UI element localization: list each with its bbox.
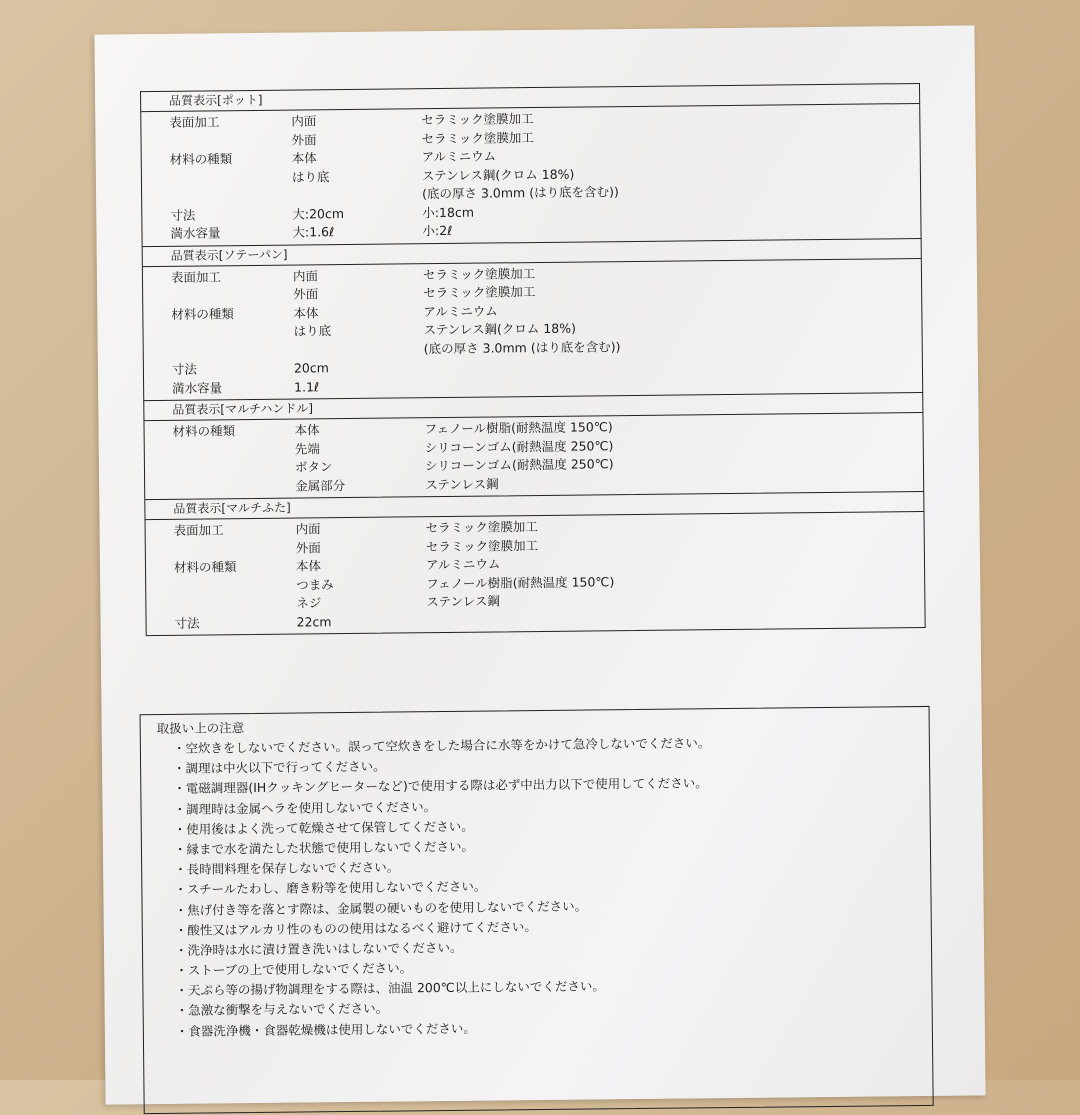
caution-item: ・使用後はよく洗って乾燥させて保管してください。 — [173, 818, 474, 837]
caution-item: ・酸性又はアルカリ性のものの使用はなるべく避けてください。 — [174, 918, 537, 938]
table-cell: フェノール樹脂(耐熱温度 150℃) — [424, 419, 613, 437]
table-cell: 小:18cm — [422, 204, 475, 220]
table-cell — [722, 199, 902, 219]
table-cell: 22cm — [296, 613, 332, 630]
table-cell: シリコーンゴム(耐熱温度 250℃) — [424, 437, 614, 455]
table-cell: 外面 — [295, 539, 321, 556]
table-cell — [294, 340, 424, 360]
table-cell: 材料の種類 — [172, 423, 236, 439]
caution-item: ・縁まで水を満たした状態で使用しないでください。 — [173, 838, 475, 857]
table-cell: 小:2ℓ — [422, 222, 453, 239]
table-cell — [726, 551, 906, 571]
caution-box — [140, 706, 934, 1114]
caution-item: ・ストーブの上で使用しないでください。 — [175, 960, 413, 978]
table-cell — [725, 452, 905, 472]
table-cell — [146, 595, 296, 615]
table-cell — [722, 217, 902, 237]
table-cell: セラミック塗膜加工 — [425, 537, 539, 554]
table-cell — [723, 316, 903, 336]
table-cell: はり底 — [293, 323, 332, 339]
table-cell: セラミック塗膜加工 — [421, 129, 534, 146]
table-cell: シリコーンゴム(耐熱温度 250℃) — [424, 456, 614, 474]
table-cell: 本体 — [291, 150, 317, 166]
table-cell: セラミック塗膜加工 — [421, 111, 534, 128]
table-cell: 1.1ℓ — [294, 378, 320, 395]
table-cell: 大:1.6ℓ — [292, 224, 335, 240]
table-cell — [726, 588, 906, 608]
table-cell: 内面 — [292, 267, 319, 284]
paper-sheet — [94, 25, 985, 1104]
table-cell — [145, 440, 295, 460]
quality-labels — [140, 83, 926, 636]
caution-item: ・洗浄時は水に漬け置き洗いはしないでください。 — [174, 939, 463, 958]
table-cell: アルミニウム — [425, 556, 501, 573]
table-cell — [722, 143, 902, 163]
table-cell — [145, 477, 295, 497]
caution-item: ・焦げ付き等を落とす際は、金属製の硬いものを使用しないでください。 — [174, 898, 588, 918]
table-cell: 材料の種類 — [169, 151, 233, 167]
section-saucepan — [142, 237, 924, 400]
table-cell: ボタン — [294, 459, 333, 475]
table-cell: 寸法 — [171, 361, 198, 377]
table-cell — [292, 185, 422, 205]
table-cell: 本体 — [295, 558, 322, 574]
table-cell: アルミニウム — [421, 148, 497, 165]
table-cell — [725, 434, 905, 454]
table-cell — [145, 459, 295, 479]
section-handle — [143, 392, 924, 499]
table-cell: 満水容量 — [172, 379, 223, 396]
table-cell — [725, 514, 905, 534]
table-cell: 表面加工 — [173, 522, 224, 538]
table-cell — [144, 341, 294, 361]
caution-item: ・長時間料理を保存しないでください。 — [174, 859, 400, 877]
table-cell: 本体 — [294, 422, 320, 438]
table-cell: 内面 — [291, 113, 317, 129]
table-cell — [424, 374, 724, 396]
table-cell: はり底 — [291, 168, 330, 185]
caution-item: ・食器洗浄機・食器乾燥機は使用しないでください。 — [175, 1020, 476, 1039]
section-title: 品質表示[ポット] — [141, 83, 919, 112]
table-cell: つまみ — [296, 576, 334, 593]
section-lid — [144, 491, 925, 636]
table-cell — [726, 570, 906, 590]
table-cell — [721, 106, 901, 126]
table-cell: フェノール樹脂(耐熱温度 150℃) — [426, 573, 615, 591]
section-rows — [144, 413, 923, 499]
table-cell: 先端 — [294, 440, 320, 457]
document — [94, 25, 985, 1104]
table-cell: ステンレス鋼(クロム 18%) — [421, 166, 575, 183]
table-cell: (底の厚さ 3.0mm (はり底を含む)) — [423, 338, 621, 356]
caution-item: ・スチールたわし、磨き粉等を使用しないでください。 — [174, 878, 487, 898]
table-cell: 本体 — [293, 304, 319, 321]
table-cell: セラミック塗膜加工 — [422, 265, 536, 282]
table-cell — [141, 131, 291, 151]
table-cell: ステンレス鋼 — [426, 593, 500, 610]
caution-item: ・急激な衝撃を与えないでください。 — [175, 1001, 389, 1019]
table-cell: 内面 — [295, 521, 321, 537]
table-cell — [725, 471, 905, 491]
table-cell — [146, 576, 296, 596]
table-cell — [722, 162, 902, 182]
table-cell: 寸法 — [174, 615, 200, 631]
table-cell: ステンレス鋼 — [425, 475, 499, 492]
table-cell — [724, 415, 904, 435]
caution-item: ・天ぷら等の揚げ物調理をする際は、油温 200℃以上にしないでください。 — [175, 978, 605, 999]
table-cell: セラミック塗膜加工 — [423, 284, 536, 301]
table-cell — [724, 372, 904, 392]
table-cell: アルミニウム — [423, 302, 498, 319]
table-cell: 材料の種類 — [171, 305, 234, 322]
caution-item: ・空炊きをしないでください。誤って空炊きをした場合に水等をかけて急冷しないでください。 — [172, 735, 711, 756]
table-cell: 表面加工 — [169, 114, 220, 130]
table-cell — [723, 279, 903, 299]
caution-list — [157, 731, 932, 1042]
table-cell — [726, 607, 906, 627]
section-title: 品質表示[ソテーパン] — [143, 237, 921, 266]
table-cell — [723, 261, 903, 281]
section-title: 品質表示[マルチふた] — [145, 491, 923, 520]
section-rows — [141, 104, 920, 246]
table-cell — [724, 353, 904, 373]
table-cell — [143, 323, 293, 343]
section-rows — [143, 258, 922, 400]
table-cell: 満水容量 — [170, 225, 221, 241]
table-cell: セラミック塗膜加工 — [425, 519, 538, 536]
table-cell — [426, 609, 726, 631]
table-cell: 20cm — [293, 360, 329, 376]
table-cell: ネジ — [296, 595, 322, 611]
caution-title: 取扱い上の注意 — [156, 720, 245, 737]
table-cell: 外面 — [293, 286, 319, 302]
section-rows — [146, 512, 925, 635]
table-cell: 外面 — [291, 131, 317, 148]
table-cell — [142, 168, 292, 188]
table-cell: 表面加工 — [170, 268, 222, 285]
section-pot — [140, 83, 922, 246]
table-cell — [143, 286, 293, 306]
table-cell — [726, 533, 906, 553]
table-cell — [723, 298, 903, 318]
table-cell: (底の厚さ 3.0mm (はり底を含む)) — [422, 184, 619, 202]
table-cell — [721, 125, 901, 145]
caution-item: ・電磁調理器(IHクッキングヒーターなど)で使用する際は必ず中出力以下で使用してください。 — [173, 775, 708, 797]
table-cell: 寸法 — [170, 207, 196, 223]
table-cell — [142, 187, 292, 207]
table-cell — [722, 180, 902, 200]
section-title: 品質表示[マルチハンドル] — [144, 392, 922, 421]
table-cell: 大:20cm — [292, 205, 345, 222]
table-cell — [724, 335, 904, 355]
table-cell — [146, 539, 296, 559]
caution-item: ・調理は中火以下で行ってください。 — [173, 758, 386, 777]
table-cell: 金属部分 — [295, 477, 346, 494]
table-cell: 材料の種類 — [173, 559, 237, 575]
caution-item: ・調理時は金属ヘラを使用しないでください。 — [173, 798, 437, 817]
table-cell: ステンレス鋼(クロム 18%) — [423, 320, 577, 338]
